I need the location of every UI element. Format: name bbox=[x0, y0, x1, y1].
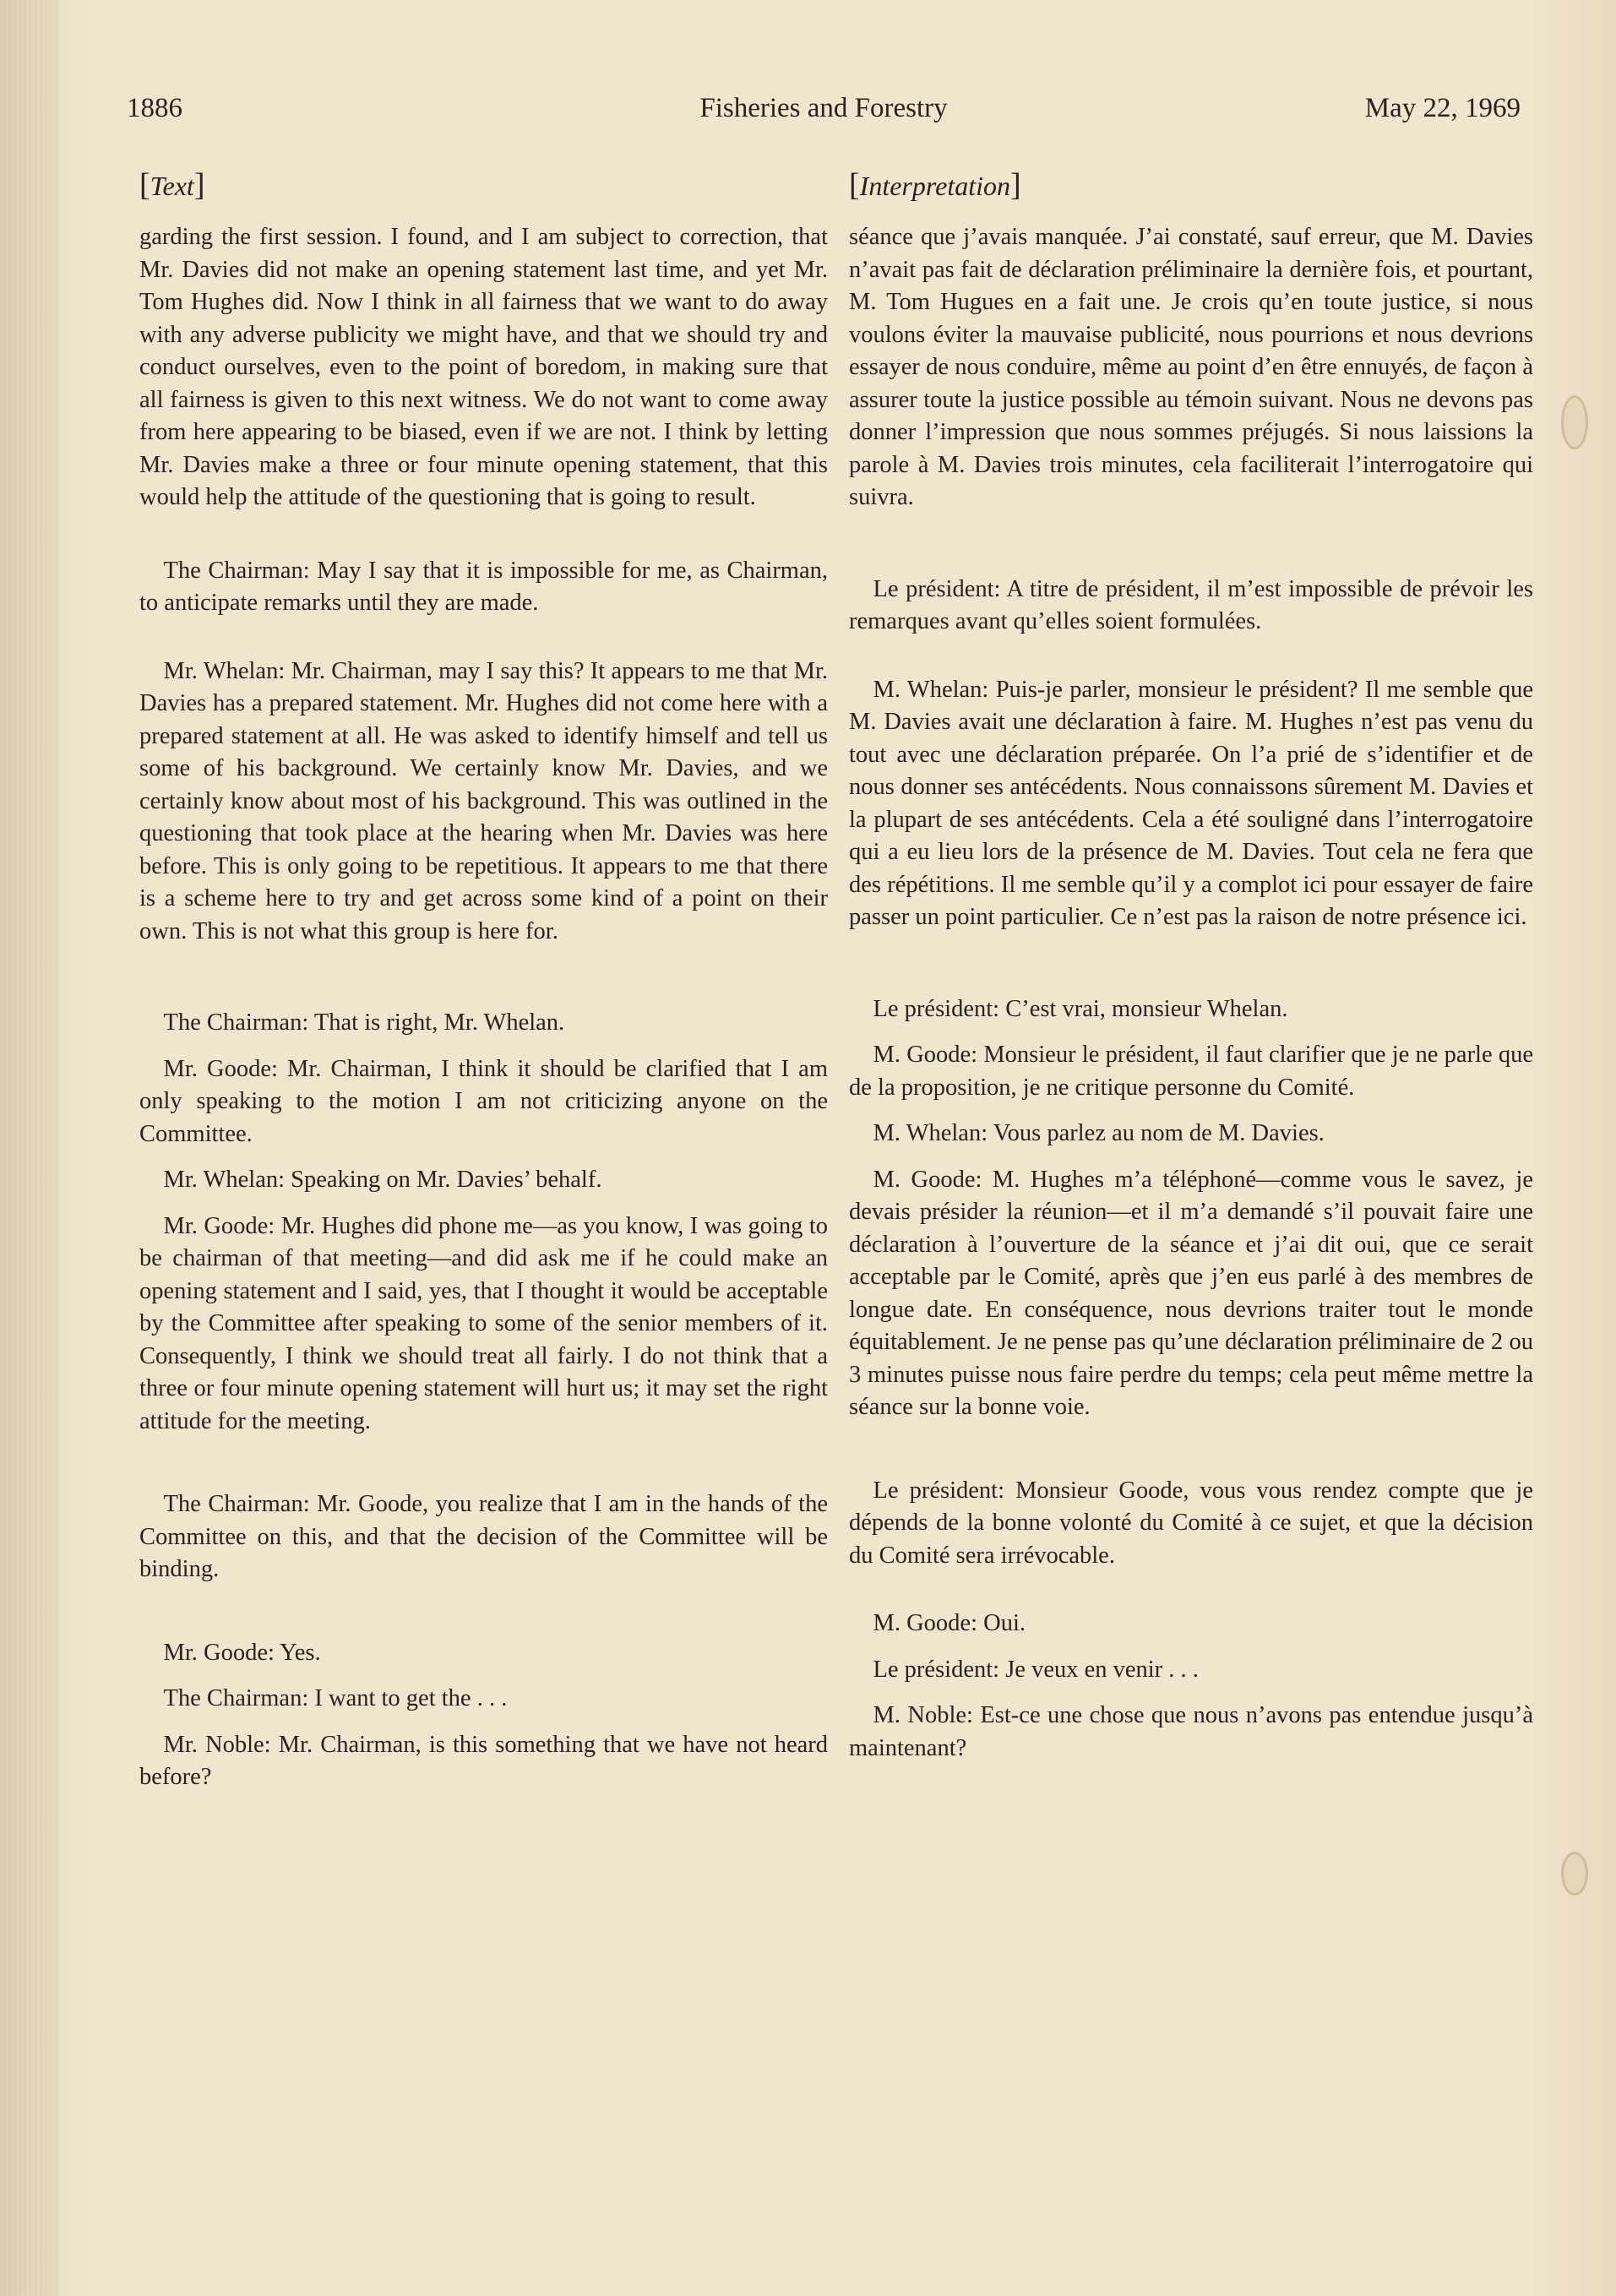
speaker-label: Le président: bbox=[873, 995, 1000, 1022]
speaker-label: M. Goode: bbox=[873, 1610, 977, 1636]
paragraph: The Chairman: Mr. Goode, you realize that I am in the hands of the Committee on this, and that the decision of the Committee will be binding. bbox=[139, 1491, 828, 1582]
speaker-label: Le président: bbox=[873, 1656, 1000, 1683]
binder-ring-mark bbox=[1561, 1852, 1588, 1896]
speaker-label: Mr. Noble: bbox=[163, 1731, 271, 1758]
page-number: 1886 bbox=[127, 93, 182, 123]
paragraph: The Chairman: I want to get the . . . bbox=[163, 1685, 508, 1711]
paragraph: Mr. Goode: Yes. bbox=[163, 1639, 321, 1666]
column-heading-text: [Text] bbox=[139, 167, 205, 203]
french-column bbox=[849, 169, 1533, 1765]
speaker-label: Mr. Whelan: bbox=[163, 1167, 286, 1193]
speaker-label: Mr. Goode: bbox=[163, 1212, 275, 1239]
speaker-label: The Chairman: bbox=[163, 1685, 309, 1711]
paragraph: Le président: A titre de président, il m’est impossible de prévoir les remarques avant qu’elles soient formulées. bbox=[849, 575, 1533, 634]
paragraph: Mr. Whelan: Speaking on Mr. Davies’ behalf. bbox=[163, 1167, 602, 1193]
speaker-label: M. Noble: bbox=[873, 1702, 973, 1728]
paragraph: The Chairman: That is right, Mr. Whelan. bbox=[163, 1009, 565, 1036]
paragraph: Mr. Whelan: Mr. Chairman, may I say this? It appears to me that Mr. Davies has a prepared statement. Mr. Hughes did not come here with a prepared statement at all. He was asked to identify himself and tell us some of his background. We certainly know Mr. Davies, and we certainly know about most of his background. This was outlined in the questioning that took place at the hearing when Mr. Davies was here before. This is only going to be repetitious. It appears to me that there is a scheme here to try and get across some kind of a point on their own. This is not what this group is here for. bbox=[139, 657, 828, 944]
speaker-label: The Chairman: bbox=[163, 1009, 309, 1036]
paragraph: Le président: Monsieur Goode, vous vous rendez compte que je dépends de la bonne volonté du Comité à ce sujet, et que la décision du Comité sera irrévocable. bbox=[849, 1477, 1533, 1569]
page-binding-edge bbox=[0, 0, 59, 2296]
paragraph: Mr. Goode: Mr. Hughes did phone me—as you know, I was going to be chairman of that meeting—and did ask me if he could make an opening statement and I said, yes, that I thought it would be acceptable by the Committee after speaking to some of the senior members of it. Consequently, I think we should treat all fairly. I do not think that a three or four minute opening statement will hurt us; it may set the right attitude for the meeting. bbox=[139, 1212, 828, 1434]
paragraph: M. Goode: Monsieur le président, il faut clarifier que je ne parle que de la proposition, je ne critique personne du Comité. bbox=[849, 1042, 1534, 1101]
speaker-label: M. Goode: bbox=[873, 1166, 982, 1193]
paragraph: M. Whelan: Puis-je parler, monsieur le président? Il me semble que M. Davies avait une déclaration à faire. M. Hughes n’est pas venu du tout avec une déclaration préparée. On l’a prié de s’identifier et de nous donner ses antécédents. Nous connaissons sûrement M. Davies et la plupart de ses antécédents. Cela a été souligné dans l’interrogatoire qui a eu lieu lors de la présence de M. Davies. Tout cela ne fera que des répétitions. Il me semble qu’il y a complot ici pour essayer de faire passer un point particulier. Ce n’est pas la raison de notre présence ici. bbox=[849, 676, 1533, 930]
speaker-label: Le président: bbox=[873, 575, 1001, 602]
paragraph: M. Goode: Oui. bbox=[873, 1610, 1026, 1636]
column-heading-interpretation: [Interpretation] bbox=[849, 167, 1021, 203]
speaker-label: The Chairman: bbox=[163, 1491, 310, 1517]
speaker-label: Mr. Goode: bbox=[163, 1055, 278, 1082]
paragraph: M. Goode: M. Hughes m’a téléphoné—comme vous le savez, je devais présider la réunion—et il m’a demandé s’il pouvait faire une déclaration à l’ouverture de la séance et j’ai dit oui, que ce serait acceptable par le Comité, après que j’en eus parlé à des membres de longue date. En conséquence, nous devrions traiter tout le monde équitablement. Je ne pense pas qu’une déclaration préliminaire de 2 ou 3 minutes puisse nous faire perdre du temps; cela peut même mettre la séance sur la bonne voie. bbox=[849, 1166, 1533, 1420]
header-date: May 22, 1969 bbox=[1364, 93, 1521, 123]
running-header bbox=[127, 93, 1521, 144]
binder-ring-mark bbox=[1561, 395, 1588, 449]
paragraph: M. Noble: Est-ce une chose que nous n’avons pas entendue jusqu’à maintenant? bbox=[849, 1702, 1533, 1761]
paragraph: garding the first session. I found, and I am subject to correction, that Mr. Davies did not make an opening statement last time, and yet Mr. Tom Hughes did. Now I think in all fairness that we want to do away with any adverse publicity we might have, and that we should try and conduct ourselves, even to the point of boredom, in making sure that all fairness is given to this next witness. We do not want to come away from here appearing to be biased, even if we are not. I think by letting Mr. Davies make a three or four minute opening statement, that this would help the attitude of the questioning that is going to result. bbox=[139, 224, 828, 510]
speaker-label: Mr. Whelan: bbox=[163, 657, 286, 684]
paragraph: Mr. Noble: Mr. Chairman, is this something that we have not heard before? bbox=[139, 1731, 829, 1790]
paragraph: Mr. Goode: Mr. Chairman, I think it should be clarified that I am only speaking to the motion I am not criticizing anyone on the Committee. bbox=[139, 1055, 828, 1147]
paragraph: The Chairman: May I say that it is impossible for me, as Chairman, to anticipate remarks until they are made. bbox=[139, 557, 829, 616]
speaker-label: M. Whelan: bbox=[873, 1120, 988, 1146]
paragraph: séance que j’avais manquée. J’ai constaté, sauf erreur, que M. Davies n’avait pas fait de déclaration préliminaire la dernière fois, et pourtant, M. Tom Hugues en a fait une. Je crois qu’en toute justice, si nous voulons éviter la mauvaise publicité, nous pourrions et nous devrions essayer de nous conduire, même au point d’en être ennuyés, de façon à assurer toute la justice possible au témoin suivant. Nous ne devons pas donner l’impression que nous sommes préjugés. Si nous laissions la parole à M. Davies trois minutes, cela faciliterait l’interrogatoire qui suivra. bbox=[849, 224, 1533, 510]
header-title: Fisheries and Forestry bbox=[699, 93, 948, 123]
paragraph: M. Whelan: Vous parlez au nom de M. Davies. bbox=[873, 1120, 1325, 1146]
speaker-label: M. Goode: bbox=[873, 1042, 978, 1068]
speaker-label: M. Whelan: bbox=[873, 676, 989, 703]
english-column bbox=[139, 169, 828, 1794]
speaker-label: The Chairman: bbox=[163, 557, 310, 584]
paragraph: Le président: Je veux en venir . . . bbox=[873, 1656, 1199, 1683]
speaker-label: Mr. Goode: bbox=[163, 1639, 275, 1666]
speaker-label: Le président: bbox=[873, 1477, 1004, 1504]
paragraph: Le président: C’est vrai, monsieur Whelan. bbox=[873, 995, 1288, 1022]
